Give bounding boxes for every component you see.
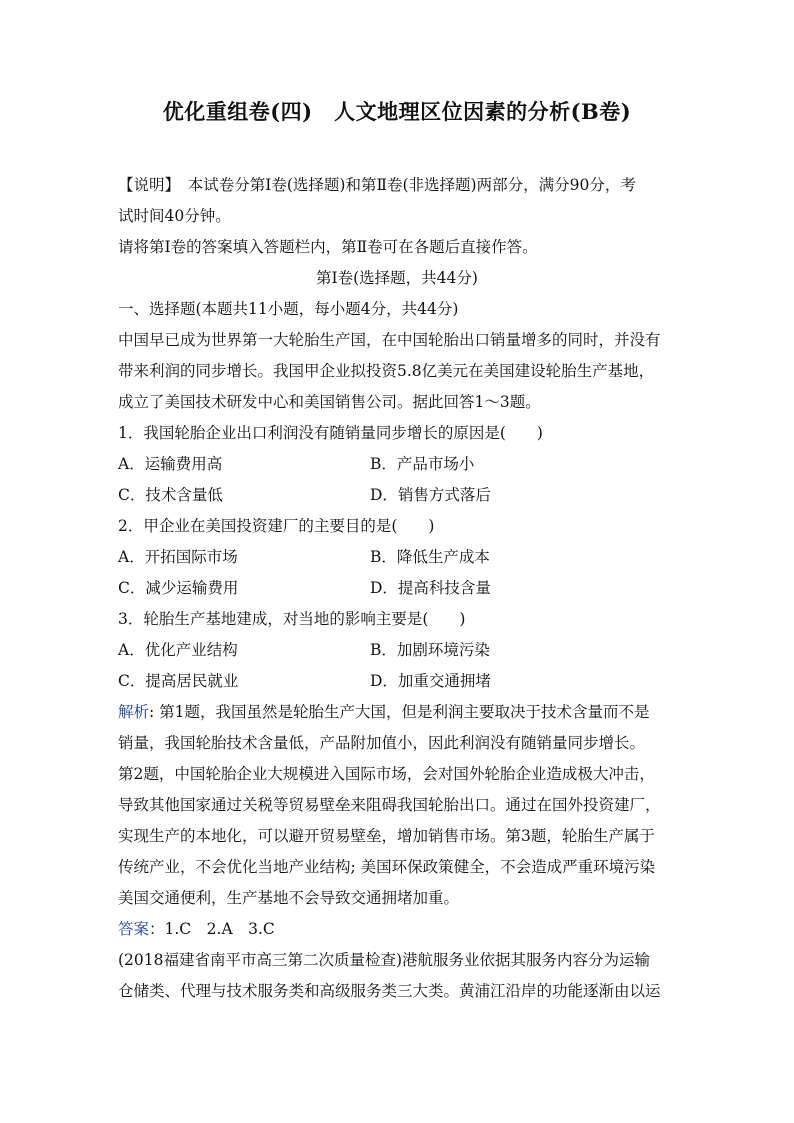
analysis-line: 第2题，中国轮胎企业大规模进入国际市场，会对国外轮胎企业造成极大冲击，: [118, 765, 655, 783]
option-c: C．提高居民就业: [118, 672, 239, 690]
section-title: 第Ⅰ卷(选择题，共44分): [316, 269, 478, 287]
analysis-line: 美国交通便利，生产基地不会导致交通拥堵加重。: [118, 889, 460, 907]
passage-line: 中国早已成为世界第一大轮胎生产国，在中国轮胎出口销量增多的同时，并没有: [118, 331, 661, 349]
analysis-line: 传统产业，不会优化当地产业结构; 美国环保政策健全，不会造成严重环境污染: [118, 858, 656, 876]
question-stem: 1．我国轮胎企业出口利润没有随销量同步增长的原因是( ): [118, 424, 543, 442]
analysis-line: [118, 702, 650, 722]
option-a: A．优化产业结构: [118, 641, 238, 659]
option-d: D．加重交通拥堵: [370, 672, 491, 690]
option-a: A．运输费用高: [118, 455, 223, 473]
option-c: C．减少运输费用: [118, 579, 239, 597]
page-title: 优化重组卷(四) 人文地理区位因素的分析(B卷): [162, 99, 632, 124]
option-b: B．产品市场小: [370, 455, 475, 473]
answer-label: 答案: [118, 920, 150, 938]
passage-line: 仓储类、代理与技术服务类和高级服务类三大类。黄浦江沿岸的功能逐渐由以运: [118, 982, 661, 1000]
question-stem: 2．甲企业在美国投资建厂的主要目的是( ): [118, 517, 435, 535]
option-c: C．技术含量低: [118, 486, 223, 504]
analysis-label: 解析: [118, 703, 150, 721]
option-b: B．加剧环境污染: [370, 641, 490, 659]
passage-line: 带来利润的同步增长。我国甲企业拟投资5.8亿美元在美国建设轮胎生产基地，: [118, 362, 655, 380]
option-b: B．降低生产成本: [370, 548, 490, 566]
analysis-line: 导致其他国家通过关税等贸易壁垒来阻碍我国轮胎出口。通过在国外投资建厂，: [118, 796, 661, 814]
passage-line: 成立了美国技术研发中心和美国销售公司。据此回答1～3题。: [118, 393, 541, 411]
analysis-line: 销量，我国轮胎技术含量低，产品附加值小，因此利润没有随销量同步增长。: [118, 734, 646, 752]
option-a: A．开拓国际市场: [118, 548, 238, 566]
answer-text: ：1.C 2.A 3.C: [149, 920, 275, 938]
answer-line: [118, 919, 275, 939]
analysis-text: : 第1题，我国虽然是轮胎生产大国，但是利润主要取决于技术含量而不是: [149, 703, 650, 721]
part-heading: 一、选择题(本题共11小题，每小题4分，共44分): [118, 300, 459, 318]
option-d: D．销售方式落后: [370, 486, 491, 504]
instructions-line-1: 【说明】 本试卷分第Ⅰ卷(选择题)和第Ⅱ卷(非选择题)两部分，满分90分，考: [118, 176, 636, 194]
analysis-line: 实现生产的本地化，可以避开贸易壁垒，增加销售市场。第3题，轮胎生产属于: [118, 827, 655, 845]
question-stem: 3．轮胎生产基地建成，对当地的影响主要是( ): [118, 610, 466, 628]
passage-line: (2018福建省南平市高三第二次质量检查)港航服务业依据其服务内容分为运输: [118, 951, 651, 969]
instructions-line-3: 请将第Ⅰ卷的答案填入答题栏内，第Ⅱ卷可在各题后直接作答。: [118, 238, 538, 256]
instructions-line-2: 试时间40分钟。: [118, 207, 231, 225]
option-d: D．提高科技含量: [370, 579, 491, 597]
